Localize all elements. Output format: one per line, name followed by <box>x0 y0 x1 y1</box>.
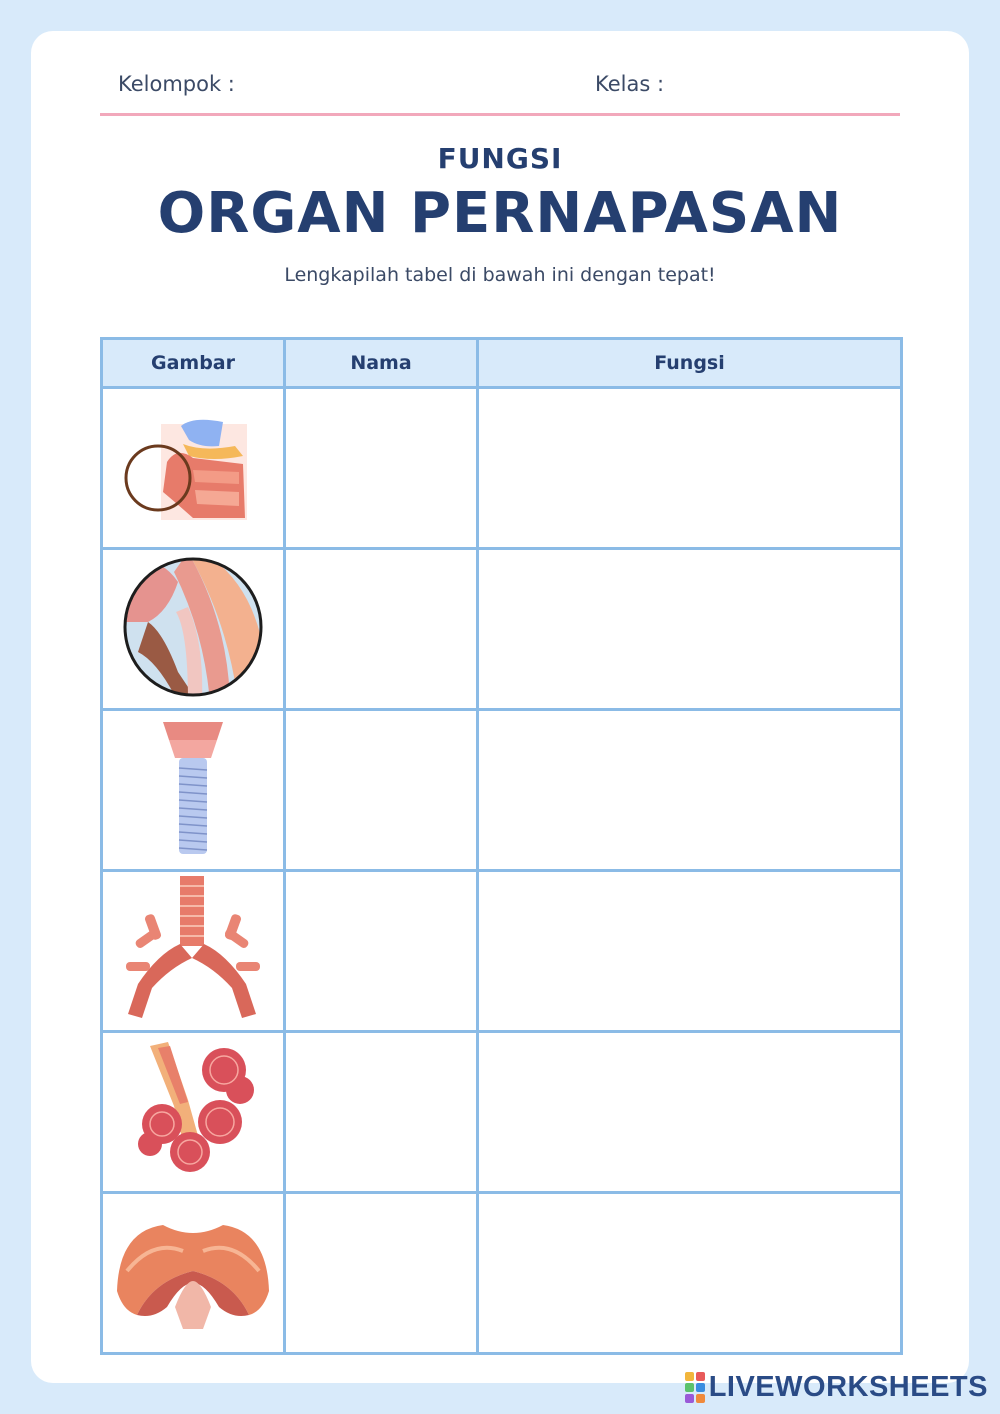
image-cell <box>102 710 285 871</box>
table-header-row <box>102 339 902 388</box>
nose-illustration <box>123 406 263 526</box>
logo-icon <box>685 1372 705 1403</box>
fungsi-cell[interactable] <box>478 1193 902 1354</box>
image-cell <box>102 388 285 549</box>
fungsi-cell[interactable] <box>478 388 902 549</box>
header-nama: Nama <box>285 339 478 388</box>
organ-table <box>100 337 903 1355</box>
nama-cell[interactable] <box>285 388 478 549</box>
kelompok-label: Kelompok : <box>118 72 235 96</box>
nama-cell[interactable] <box>285 1193 478 1354</box>
table-row <box>102 1032 902 1193</box>
logo-text: LIVEWORKSHEETS <box>708 1371 988 1403</box>
diaphragm-illustration <box>113 1211 273 1331</box>
table-row <box>102 871 902 1032</box>
bronchi-illustration <box>118 874 268 1024</box>
header-fungsi: Fungsi <box>478 339 902 388</box>
header-gambar: Gambar <box>102 339 285 388</box>
page-title: ORGAN PERNAPASAN <box>157 181 843 246</box>
fungsi-cell[interactable] <box>478 871 902 1032</box>
image-cell <box>102 1032 285 1193</box>
title-small: FUNGSI <box>437 142 563 175</box>
table-row <box>102 549 902 710</box>
trachea-illustration <box>153 718 233 858</box>
alveoli-illustration <box>128 1040 258 1180</box>
fungsi-cell[interactable] <box>478 1032 902 1193</box>
image-cell <box>102 549 285 710</box>
pharynx-illustration <box>118 552 268 702</box>
nama-cell[interactable] <box>285 710 478 871</box>
liveworksheets-logo[interactable] <box>685 1371 988 1404</box>
image-cell <box>102 1193 285 1354</box>
image-cell <box>102 871 285 1032</box>
fungsi-cell[interactable] <box>478 710 902 871</box>
table-row <box>102 1193 902 1354</box>
header-divider <box>100 113 900 116</box>
instruction-text: Lengkapilah tabel di bawah ini dengan tepat! <box>284 264 716 286</box>
table-row <box>102 388 902 549</box>
fungsi-cell[interactable] <box>478 549 902 710</box>
kelas-label: Kelas : <box>595 72 665 96</box>
nama-cell[interactable] <box>285 871 478 1032</box>
nama-cell[interactable] <box>285 1032 478 1193</box>
nama-cell[interactable] <box>285 549 478 710</box>
table-row <box>102 710 902 871</box>
